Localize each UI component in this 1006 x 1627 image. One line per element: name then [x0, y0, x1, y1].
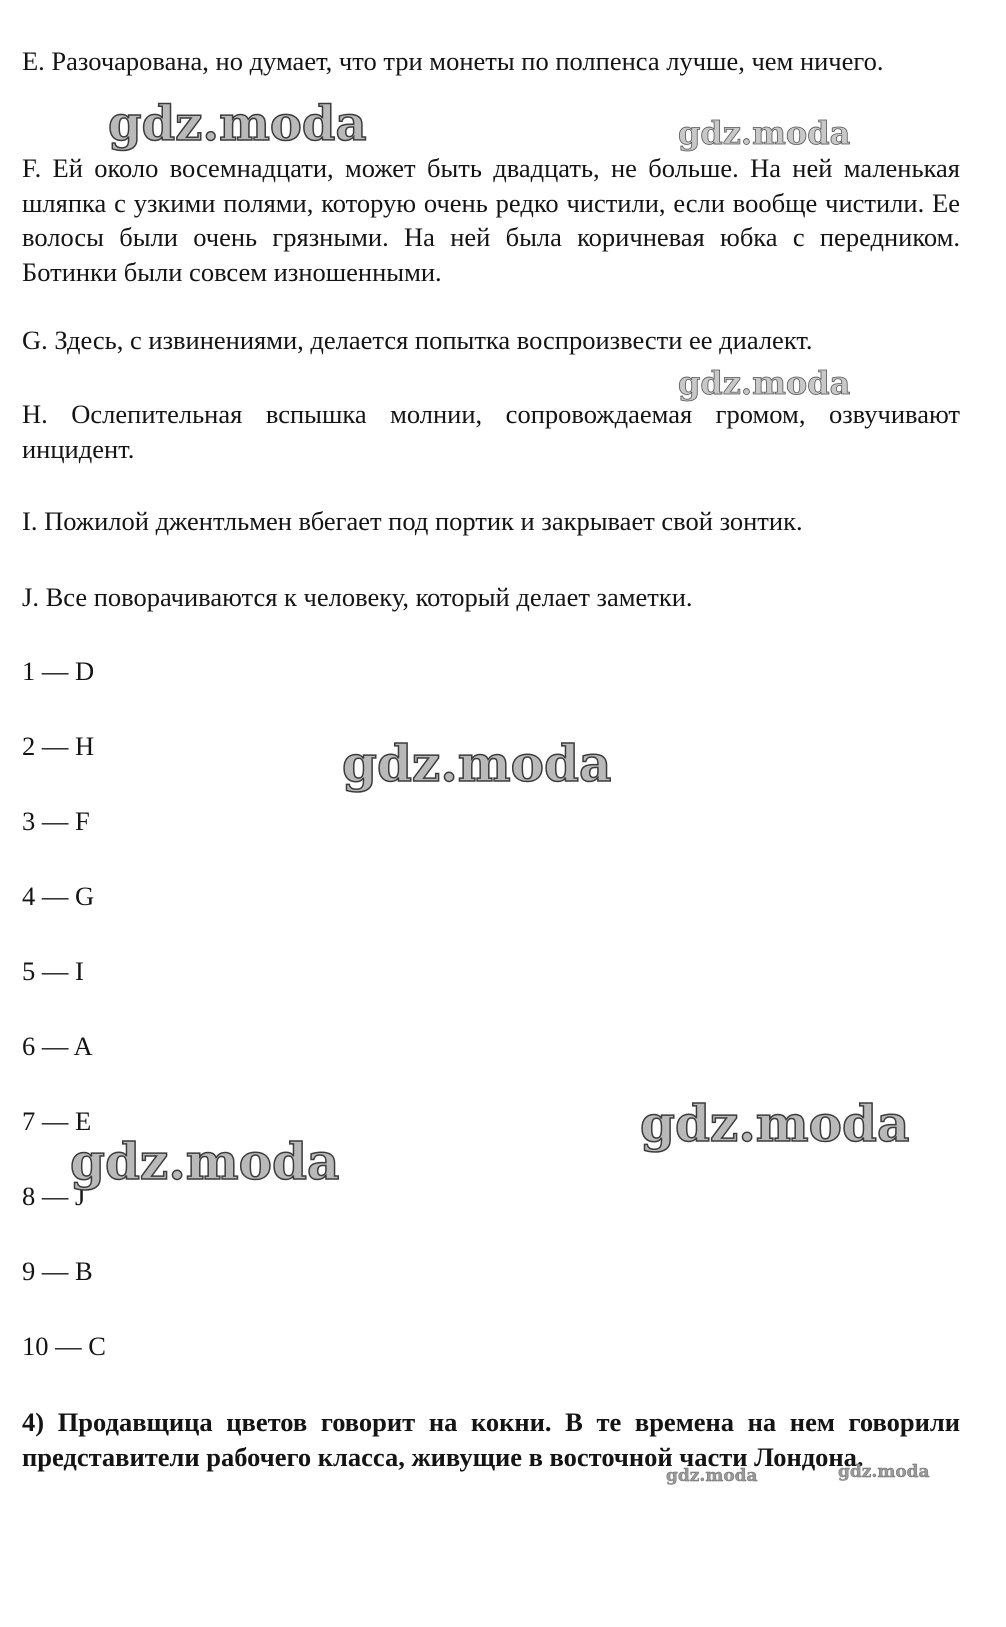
watermark: gdz.moda — [70, 1132, 340, 1191]
answer-item: 10 — C — [22, 1331, 106, 1361]
watermark: gdz.moda — [678, 364, 851, 402]
answer-item: 4 — G — [22, 881, 95, 911]
watermark: gdz.moda — [666, 1466, 758, 1486]
option-h-text: H. Ослепительная вспышка молнии, сопровождаемая громом, озвучивают инцидент. — [22, 399, 960, 464]
answer-item: 2 — H — [22, 731, 95, 761]
watermark: gdz.moda — [838, 1462, 930, 1482]
answer-item: 8 — J — [22, 1181, 86, 1211]
answer-item: 5 — I — [22, 956, 84, 986]
answer-item: 6 — A — [22, 1031, 93, 1061]
option-f-text: F. Ей около восемнадцати, может быть двадцать, не больше. На ней маленькая шляпка с узкими полями, которую очень редко чистили, если вообще чистили. Ее волосы были очень грязными. На ней была коричневая юбка с передником. Ботинки были совсем изношенными. — [22, 153, 960, 287]
watermark: gdz.moda — [678, 114, 851, 152]
task-4-answer: 4) Продавщица цветов говорит на кокни. В те времена на нем говорили представители рабочего класса, живущие в восточной части Лондона. — [22, 1407, 960, 1472]
watermark: gdz.moda — [342, 734, 612, 793]
watermark: gdz.moda — [640, 1094, 910, 1153]
answer-item: 9 — B — [22, 1256, 93, 1286]
answer-item: 7 — E — [22, 1106, 92, 1136]
option-i-text: I. Пожилой джентльмен вбегает под портик и закрывает свой зонтик. — [22, 506, 803, 536]
watermark: gdz.moda — [108, 96, 367, 152]
answer-item: 1 — D — [22, 656, 95, 686]
option-e-text: E. Разочарована, но думает, что три монеты по полпенса лучше, чем ничего. — [22, 46, 884, 76]
answer-item: 3 — F — [22, 806, 90, 836]
option-g-text: G. Здесь, с извинениями, делается попытка воспроизвести ее диалект. — [22, 325, 813, 355]
option-j-text: J. Все поворачиваются к человеку, который делает заметки. — [22, 582, 693, 612]
